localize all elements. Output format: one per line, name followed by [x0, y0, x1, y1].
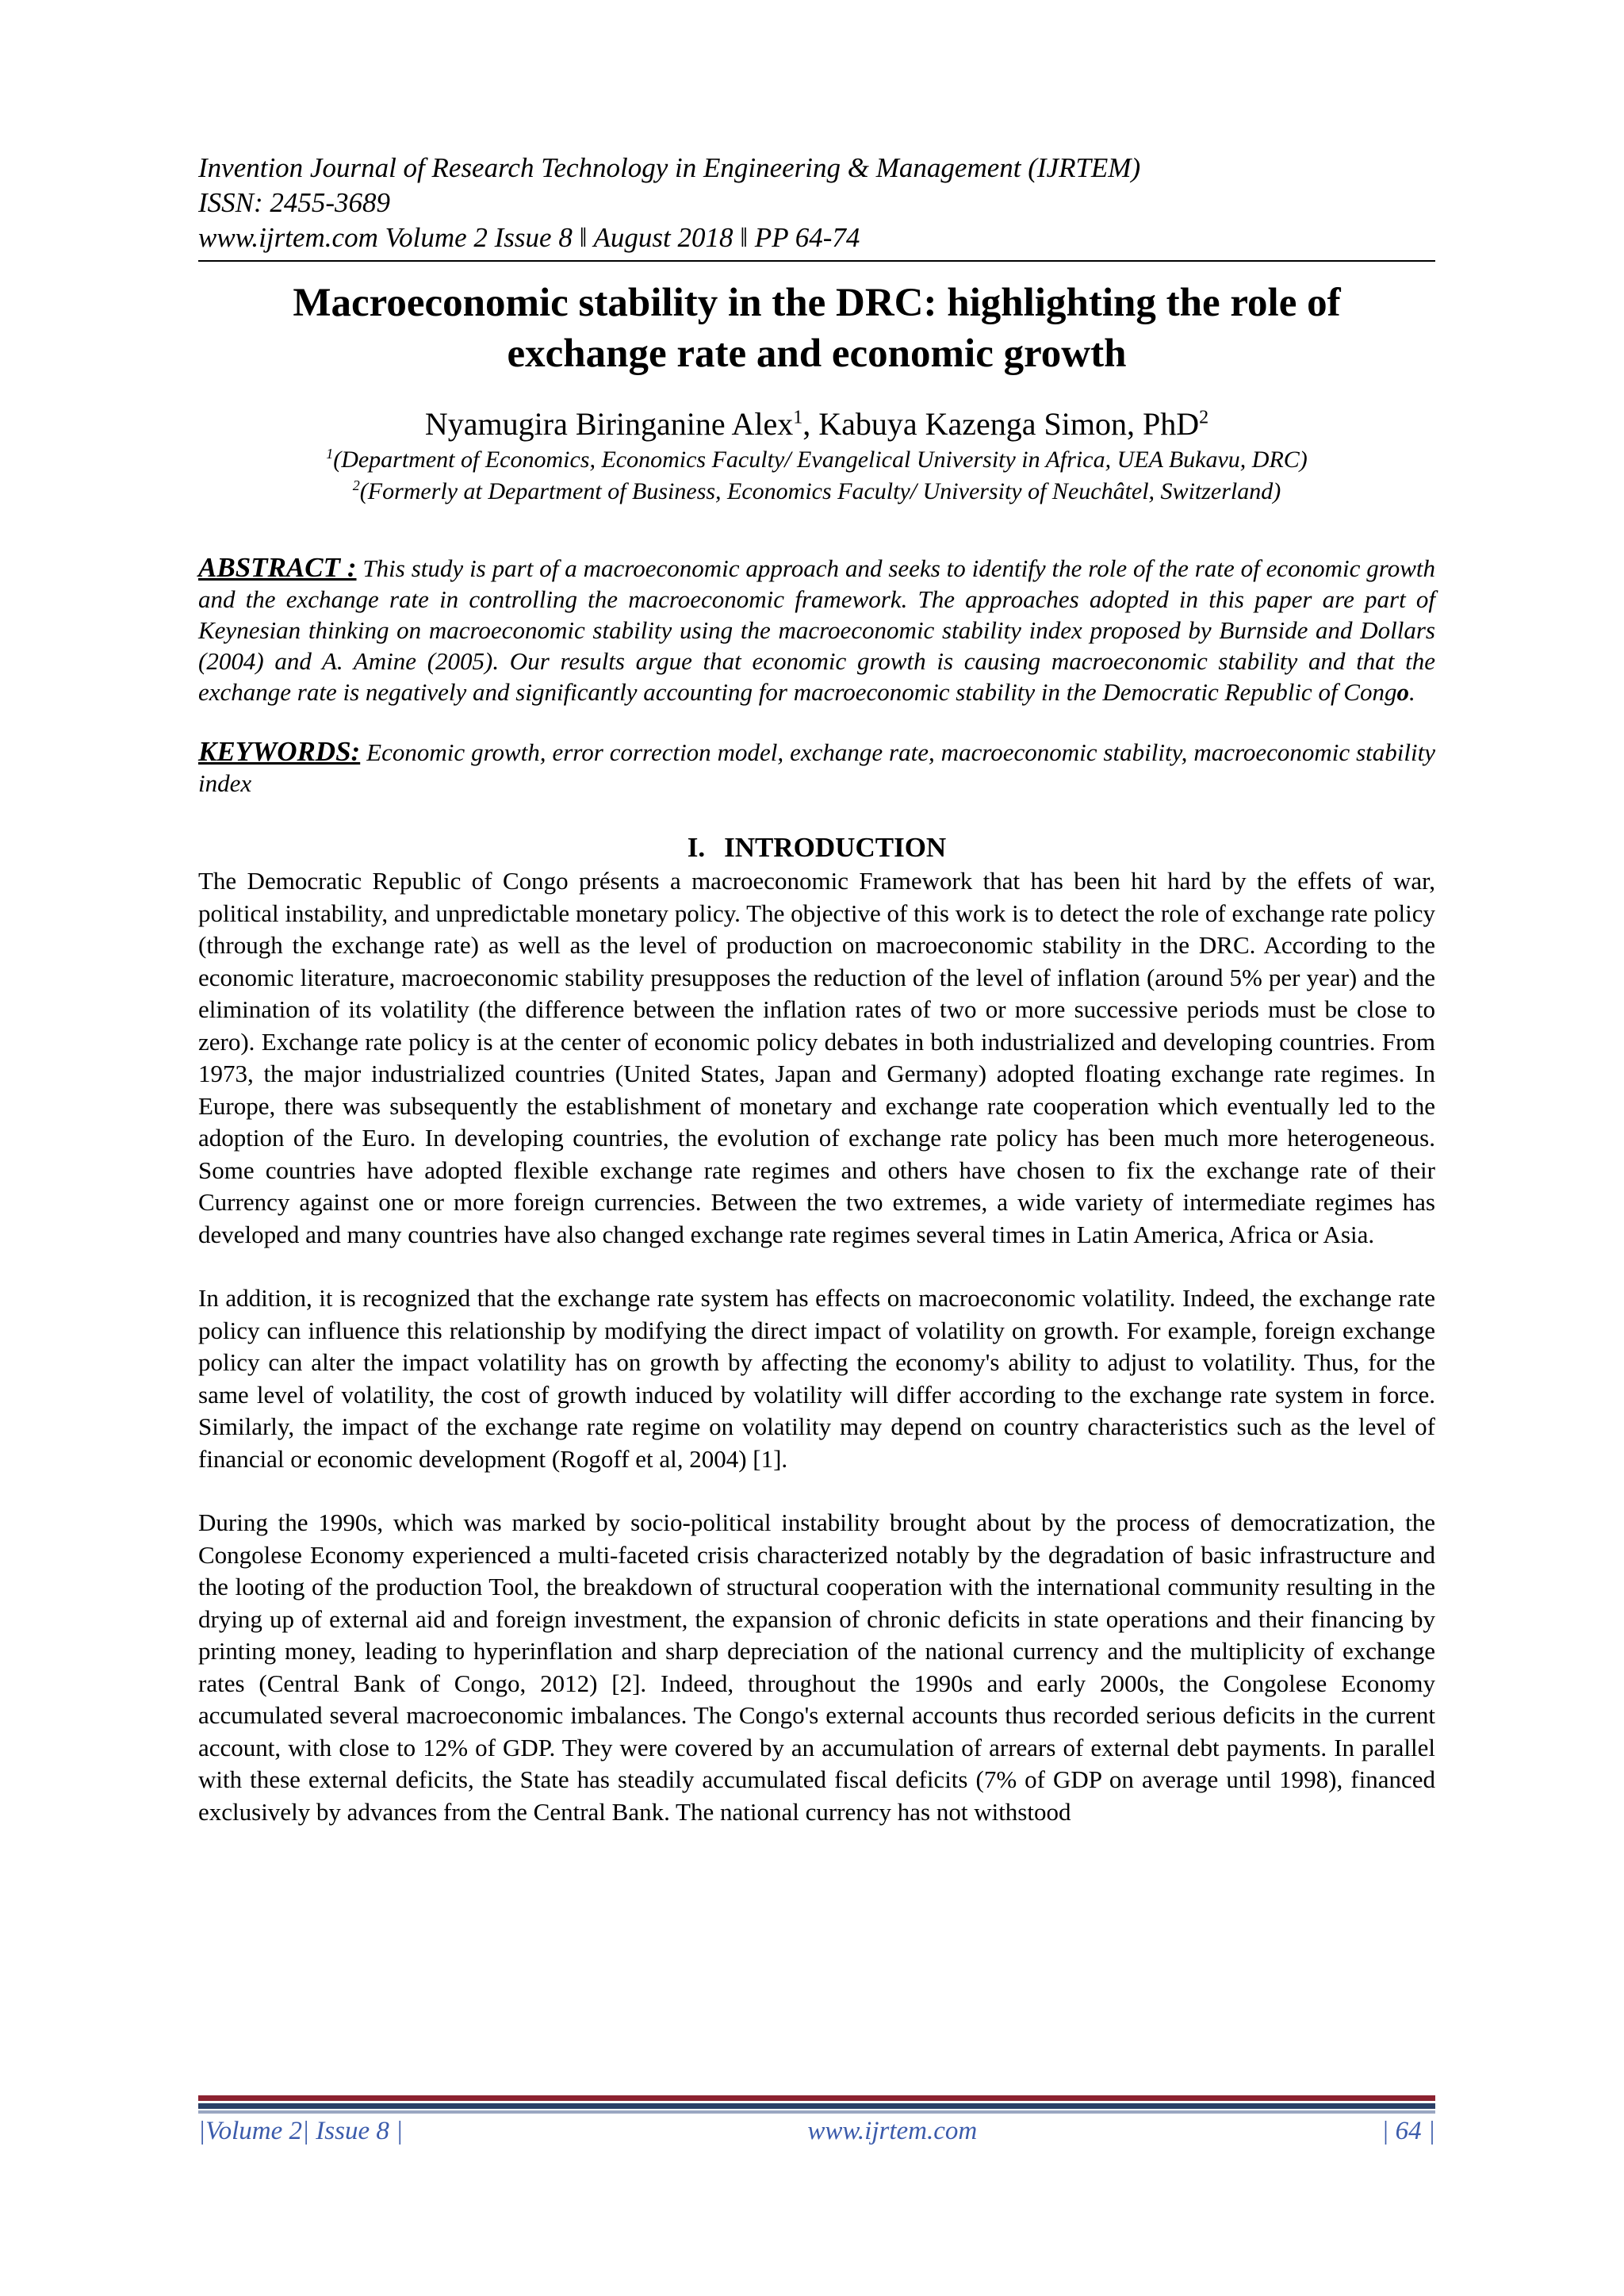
paper-title-line-2: exchange rate and economic growth	[507, 332, 1127, 376]
journal-header	[198, 151, 1435, 255]
authors	[198, 404, 1435, 444]
author-1: Nyamugira Biringanine Alex	[424, 406, 794, 442]
author-1-affiliation-mark: 1	[793, 407, 803, 428]
abstract	[198, 552, 1435, 707]
journal-issn: ISSN: 2455-3689	[198, 187, 391, 218]
section-title: INTRODUCTION	[724, 832, 947, 863]
section-heading	[198, 830, 1435, 865]
affiliation-1-text: (Department of Economics, Economics Faculty/ Evangelical University in Africa, UEA Bukavu, DRC)	[333, 447, 1308, 473]
section-number: I.	[687, 832, 706, 863]
paper-title-line-1: Macroeconomic stability in the DRC: highlighting the role of	[293, 281, 1341, 325]
journal-issue-line: www.ijrtem.com Volume 2 Issue 8 ǁ August 2018 ǁ PP 64-74	[198, 222, 860, 253]
affiliation-2-mark: 2	[352, 477, 360, 493]
affiliation-2	[198, 476, 1435, 508]
footer-page-number: | 64 |	[1381, 2117, 1435, 2145]
affiliation-1	[198, 444, 1435, 476]
abstract-text-bold-end: o	[1396, 678, 1409, 706]
paragraph-1: The Democratic Republic of Congo présents a macroeconomic Framework that has been hit hard by the effets of war, political instability, and unpredictable monetary policy. The objective of this work is to detect the role of exchange rate policy (through the exchange rate) as well as the level of production on macroeconomic stability in the DRC. According to the economic literature, macroeconomic stability presupposes the reduction of the level of inflation (around 5% per year) and the elimination of its volatility (the difference between the inflation rates of two or more successive periods must be close to zero). Exchange rate policy is at the center of economic policy debates in both industrialized and developing countries. From 1973, the major industrialized countries (United States, Japan and Germany) adopted floating exchange rate regimes. In Europe, there was subsequently the establishment of monetary and exchange rate cooperation which eventually led to the adoption of the Euro. In developing countries, the evolution of exchange rate policy has been much more heterogeneous. Some countries have adopted flexible exchange rate regimes and others have chosen to fix the exchange rate of their Currency against one or more foreign currencies. Between the two extremes, a wide variety of intermediate regimes has developed and many countries have also changed exchange rate regimes several times in Latin America, Africa or Asia.	[198, 867, 1435, 1248]
affiliation-2-text: (Formerly at Department of Business, Economics Faculty/ University of Neuchâtel, Switzerland)	[359, 478, 1281, 504]
abstract-text: This study is part of a macroeconomic approach and seeks to identify the role of the rate of economic growth and the exchange rate in controlling the macroeconomic framework. The approaches adopted in this paper are part of Keynesian thinking on macroeconomic stability using the macroeconomic stability index proposed by Burnside and Dollars (2004) and A. Amine (2005). Our results argue that economic growth is causing macroeconomic stability and that the exchange rate is negatively and significantly accounting for macroeconomic stability in the Democratic Republic of Cong	[198, 554, 1436, 706]
page-content	[198, 151, 1435, 1860]
keywords-label: KEYWORDS:	[198, 736, 361, 767]
paper-title	[198, 278, 1435, 379]
footer-volume-issue: |Volume 2| Issue 8 |	[198, 2117, 404, 2145]
footer-rules	[198, 2095, 1435, 2114]
keywords	[198, 736, 1435, 799]
page-footer	[198, 2114, 1435, 2148]
keywords-text: Economic growth, error correction model, exchange rate, macroeconomic stability, macroeconomic stability index	[198, 738, 1436, 797]
footer-rule-red	[198, 2095, 1435, 2101]
footer-website: www.ijrtem.com	[807, 2117, 978, 2145]
author-2-affiliation-mark: 2	[1199, 407, 1209, 428]
author-separator: ,	[802, 406, 819, 442]
header-rule	[198, 260, 1435, 262]
paragraph-3: During the 1990s, which was marked by socio-political instability brought about by the process of democratization, the Congolese Economy experienced a multi-faceted crisis characterized notably by the degradation of basic infrastructure and the looting of the production Tool, the breakdown of structural cooperation with the international community resulting in the drying up of external aid and foreign investment, the expansion of chronic deficits in state operations and their financing by printing money, leading to hyperinflation and sharp depreciation of the national currency and the multiplicity of exchange rates (Central Bank of Congo, 2012) [2]. Indeed, throughout the 1990s and early 2000s, the Congolese Economy accumulated several macroeconomic imbalances. The Congo's external accounts thus recorded serious deficits in the current account, with close to 12% of GDP. They were covered by an accumulation of arrears of external debt payments. In parallel with these external deficits, the State has steadily accumulated fiscal deficits (7% of GDP on average until 1998), financed exclusively by advances from the Central Bank. The national currency has not withstood	[198, 1508, 1435, 1826]
paragraph-2: In addition, it is recognized that the exchange rate system has effects on macroeconomic volatility. Indeed, the exchange rate policy can influence this relationship by modifying the direct impact of volatility on growth. For example, foreign exchange policy can alter the impact volatility has on growth by affecting the economy's ability to adjust to volatility. Thus, for the same level of volatility, the cost of growth induced by volatility will differ according to the exchange rate system in force. Similarly, the impact of the exchange rate regime on volatility may depend on country characteristics such as the level of financial or economic development (Rogoff et al, 2004) [1].	[198, 1284, 1435, 1473]
footer-rule-navy	[198, 2103, 1435, 2109]
abstract-text-end: .	[1408, 678, 1415, 706]
affiliation-1-mark: 1	[326, 446, 334, 462]
journal-name: Invention Journal of Research Technology in Engineering & Management (IJRTEM)	[198, 152, 1141, 183]
author-2: Kabuya Kazenga Simon, PhD	[818, 406, 1200, 442]
abstract-label: ABSTRACT :	[198, 552, 357, 583]
